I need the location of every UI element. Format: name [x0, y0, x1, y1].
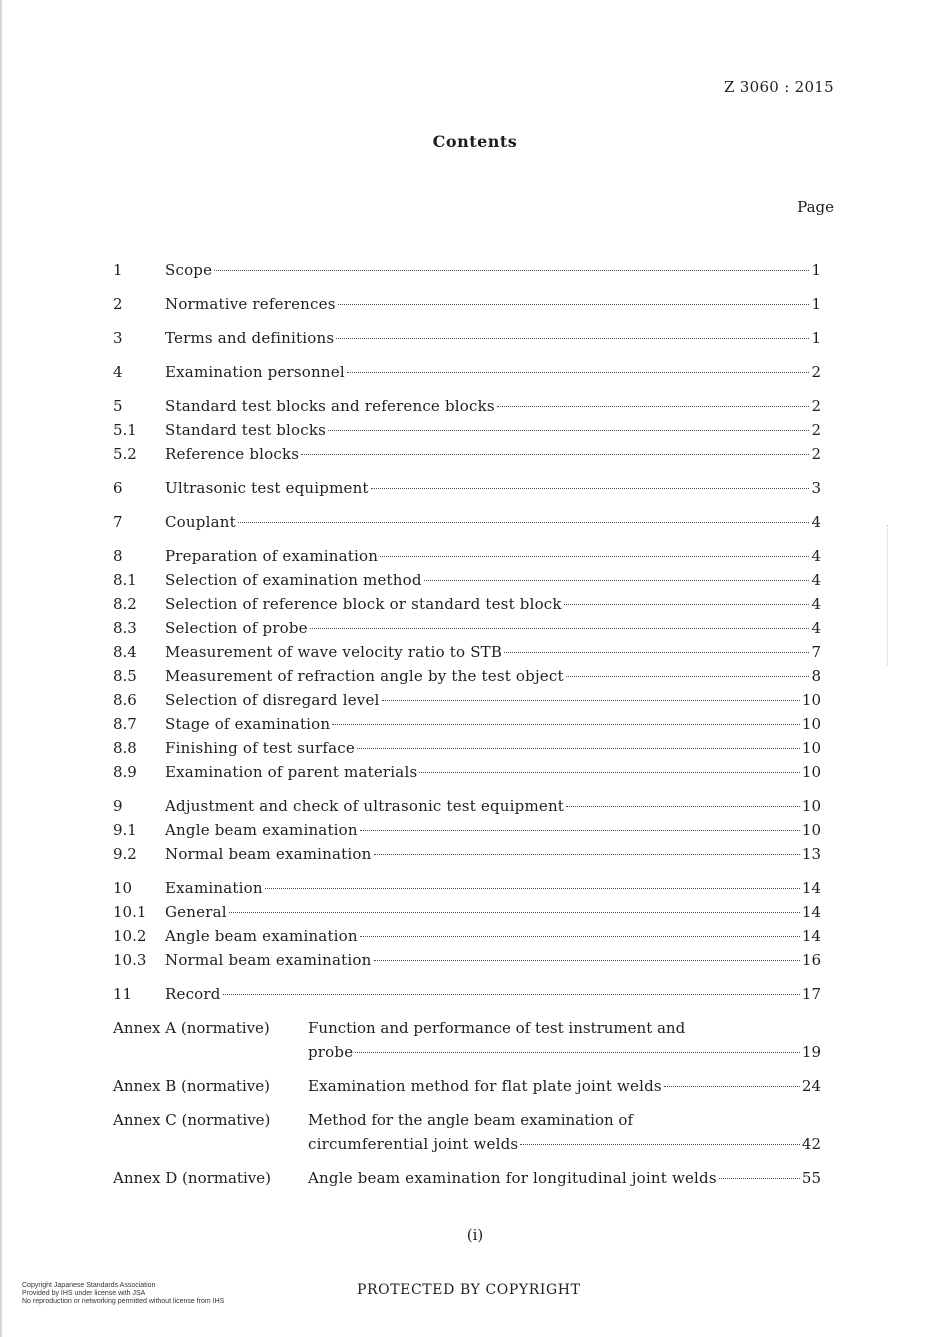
toc-entry[interactable] [113, 616, 821, 640]
dot-leader [419, 772, 800, 773]
toc-entry[interactable] [113, 900, 821, 924]
toc-entry[interactable] [113, 876, 821, 900]
dot-leader [328, 430, 809, 431]
toc-entry-page: 17 [801, 985, 821, 1003]
annex-page: 55 [801, 1169, 821, 1187]
toc-group [113, 510, 821, 534]
annex-body [308, 1074, 821, 1098]
annex-entry[interactable] [113, 1108, 821, 1156]
toc-entry[interactable] [113, 712, 821, 736]
toc-entry-title: Angle beam examination [165, 821, 358, 839]
toc-entry-number: 1 [113, 261, 123, 279]
toc-entry-page: 10 [801, 715, 821, 733]
toc-entry-page: 10 [801, 691, 821, 709]
annex-label: Annex B (normative) [113, 1077, 270, 1095]
toc-entry-title: Record [165, 985, 221, 1003]
annex-title: Angle beam examination for longitudinal joint welds [308, 1169, 717, 1187]
toc-entry-page: 2 [811, 363, 821, 381]
toc-entry[interactable] [113, 544, 821, 568]
toc-entry-title: Selection of probe [165, 619, 308, 637]
document-number: Z 3060 : 2015 [723, 78, 834, 96]
annex-title-last-line [308, 1166, 821, 1190]
annex-label: Annex D (normative) [113, 1169, 271, 1187]
toc-entry-page: 7 [811, 643, 821, 661]
toc-entry-title: Measurement of wave velocity ratio to STB [165, 643, 503, 661]
toc-entry-title: Examination of parent materials [165, 763, 418, 781]
toc-entry-page: 10 [801, 739, 821, 757]
toc-group [113, 982, 821, 1006]
toc-group [113, 394, 821, 466]
toc-entry[interactable] [113, 688, 821, 712]
toc-entry-page: 4 [811, 595, 821, 613]
dot-leader [371, 488, 809, 489]
annex-entry[interactable] [113, 1074, 821, 1098]
toc-entry-page: 2 [811, 445, 821, 463]
toc-entry-page: 14 [801, 879, 821, 897]
annex-title-last-line [308, 1074, 821, 1098]
toc-entry[interactable] [113, 258, 821, 282]
toc-entry-number: 10.3 [113, 951, 147, 969]
annex-title-line: Function and performance of test instrument and [308, 1019, 686, 1037]
dot-leader [382, 700, 800, 701]
dot-leader [355, 1052, 800, 1053]
toc-entry[interactable] [113, 664, 821, 688]
toc-entry-title: General [165, 903, 227, 921]
toc-entry-title: Preparation of examination [165, 547, 379, 565]
toc-entry-title: Terms and definitions [165, 329, 335, 347]
toc-entry-page: 10 [801, 797, 821, 815]
toc-entry[interactable] [113, 476, 821, 500]
toc-entry-number: 3 [113, 329, 123, 347]
toc-entry-number: 4 [113, 363, 123, 381]
toc-entry-number: 8.8 [113, 739, 137, 757]
annex-body [308, 1016, 821, 1064]
dot-leader [566, 806, 800, 807]
toc-entry[interactable] [113, 326, 821, 350]
dot-leader [223, 994, 800, 995]
toc-entry-title: Adjustment and check of ultrasonic test equipment [165, 797, 565, 815]
toc-entry-number: 8.4 [113, 643, 137, 661]
page-number: (i) [466, 1226, 484, 1244]
toc-entry-page: 4 [811, 547, 821, 565]
dot-leader [229, 912, 800, 913]
toc-entry-page: 14 [801, 927, 821, 945]
toc-entry-page: 8 [811, 667, 821, 685]
toc-entry[interactable] [113, 442, 821, 466]
protected-notice: PROTECTED BY COPYRIGHT [357, 1282, 581, 1298]
toc-entry-title: Examination [165, 879, 263, 897]
dot-leader [301, 454, 809, 455]
toc-entry-title: Selection of disregard level [165, 691, 380, 709]
toc-entry-title: Measurement of refraction angle by the test object [165, 667, 564, 685]
dot-leader [664, 1086, 800, 1087]
annex-title: Examination method for flat plate joint welds [308, 1077, 662, 1095]
copyright-line: No reproduction or networking permitted without license from IHS [22, 1298, 225, 1305]
toc-entry-title: Stage of examination [165, 715, 331, 733]
toc-entry[interactable] [113, 818, 821, 842]
dot-leader [357, 748, 800, 749]
dot-leader [360, 830, 800, 831]
toc-entry[interactable] [113, 394, 821, 418]
toc-entry-title: Angle beam examination [165, 927, 358, 945]
toc-entry[interactable] [113, 592, 821, 616]
toc-entry[interactable] [113, 360, 821, 384]
toc-entry-page: 14 [801, 903, 821, 921]
table-of-contents [113, 258, 821, 1200]
dot-leader [360, 936, 800, 937]
toc-entry[interactable] [113, 418, 821, 442]
toc-entry[interactable] [113, 736, 821, 760]
dot-leader [238, 522, 809, 523]
toc-entry-page: 2 [811, 421, 821, 439]
toc-group [113, 544, 821, 784]
toc-entry-title: Finishing of test surface [165, 739, 355, 757]
toc-entry-number: 8.7 [113, 715, 137, 733]
toc-entry-number: 8 [113, 547, 123, 565]
page-column-label: Page [797, 198, 834, 216]
dot-leader [424, 580, 809, 581]
dot-leader [520, 1144, 800, 1145]
toc-group [113, 476, 821, 500]
toc-entry-number: 5.1 [113, 421, 137, 439]
annex-page: 42 [801, 1135, 821, 1153]
toc-entry-number: 8.2 [113, 595, 137, 613]
toc-entry-page: 1 [811, 261, 821, 279]
annex-label: Annex C (normative) [113, 1111, 271, 1129]
dot-leader [564, 604, 809, 605]
toc-entry[interactable] [113, 760, 821, 784]
toc-entry[interactable] [113, 568, 821, 592]
dot-leader [336, 338, 809, 339]
toc-entry-title: Normal beam examination [165, 951, 372, 969]
toc-entry-title: Selection of examination method [165, 571, 422, 589]
toc-entry-page: 13 [801, 845, 821, 863]
toc-entry[interactable] [113, 842, 821, 866]
toc-entry-page: 16 [801, 951, 821, 969]
toc-entry-number: 9 [113, 797, 123, 815]
toc-entry-page: 1 [811, 329, 821, 347]
scan-artifact [887, 525, 891, 665]
toc-entry-number: 8.1 [113, 571, 137, 589]
annex-title: probe [308, 1043, 354, 1061]
toc-entry-page: 3 [811, 479, 821, 497]
toc-entry-title: Normal beam examination [165, 845, 372, 863]
toc-entry[interactable] [113, 292, 821, 316]
annex-entry[interactable] [113, 1016, 821, 1064]
dot-leader [332, 724, 800, 725]
toc-entry-title: Examination personnel [165, 363, 345, 381]
dot-leader [374, 960, 800, 961]
annex-entry[interactable] [113, 1166, 821, 1190]
dot-leader [497, 406, 809, 407]
annex-title-line: Method for the angle beam examination of [308, 1111, 634, 1129]
toc-entry-number: 5 [113, 397, 123, 415]
copyright-line: Provided by IHS under license with JSA [22, 1290, 146, 1297]
toc-entry-page: 1 [811, 295, 821, 313]
annex-label: Annex A (normative) [113, 1019, 270, 1037]
dot-leader [719, 1178, 800, 1179]
toc-entry[interactable] [113, 510, 821, 534]
toc-entry-number: 10 [113, 879, 133, 897]
copyright-notice [22, 1282, 224, 1306]
copyright-line: Copyright Japanese Standards Association [22, 1282, 156, 1289]
toc-entry-title: Ultrasonic test equipment [165, 479, 369, 497]
toc-entry-number: 8.5 [113, 667, 137, 685]
toc-entry[interactable] [113, 948, 821, 972]
toc-entry[interactable] [113, 794, 821, 818]
dot-leader [566, 676, 809, 677]
toc-group [113, 292, 821, 316]
toc-entry-title: Reference blocks [165, 445, 300, 463]
toc-entry-number: 10.1 [113, 903, 147, 921]
toc-entry[interactable] [113, 982, 821, 1006]
toc-entry-title: Selection of reference block or standard test block [165, 595, 562, 613]
toc-entry-number: 5.2 [113, 445, 137, 463]
annex-body [308, 1166, 821, 1190]
annex-body [308, 1108, 821, 1156]
dot-leader [347, 372, 809, 373]
dot-leader [504, 652, 809, 653]
toc-entry-number: 6 [113, 479, 123, 497]
toc-entry-title: Couplant [165, 513, 236, 531]
toc-entry-number: 8.9 [113, 763, 137, 781]
toc-entry-number: 9.1 [113, 821, 137, 839]
page-title: Contents [432, 132, 518, 151]
annex-title-last-line [308, 1132, 821, 1156]
toc-entry-number: 9.2 [113, 845, 137, 863]
toc-entry-page: 4 [811, 571, 821, 589]
dot-leader [214, 270, 809, 271]
annex-page: 24 [801, 1077, 821, 1095]
toc-entry-page: 4 [811, 619, 821, 637]
annex-title: circumferential joint welds [308, 1135, 519, 1153]
toc-group [113, 326, 821, 350]
toc-entry-number: 11 [113, 985, 133, 1003]
toc-entry-number: 8.3 [113, 619, 137, 637]
toc-entry-page: 10 [801, 763, 821, 781]
toc-group [113, 794, 821, 866]
toc-entry-title: Standard test blocks and reference blocks [165, 397, 495, 415]
toc-entry-number: 2 [113, 295, 123, 313]
toc-group [113, 360, 821, 384]
dot-leader [265, 888, 800, 889]
toc-group [113, 876, 821, 972]
toc-group [113, 258, 821, 282]
toc-entry-page: 4 [811, 513, 821, 531]
toc-entry-title: Standard test blocks [165, 421, 327, 439]
dot-leader [338, 304, 809, 305]
toc-entry-number: 10.2 [113, 927, 147, 945]
toc-entry-number: 8.6 [113, 691, 137, 709]
dot-leader [380, 556, 809, 557]
dot-leader [374, 854, 800, 855]
dot-leader [310, 628, 809, 629]
toc-entry-title: Scope [165, 261, 213, 279]
toc-entry-page: 2 [811, 397, 821, 415]
annex-title-last-line [308, 1040, 821, 1064]
toc-entry-title: Normative references [165, 295, 336, 313]
toc-entry[interactable] [113, 924, 821, 948]
annex-page: 19 [801, 1043, 821, 1061]
toc-entry-number: 7 [113, 513, 123, 531]
toc-entry-page: 10 [801, 821, 821, 839]
toc-entry[interactable] [113, 640, 821, 664]
